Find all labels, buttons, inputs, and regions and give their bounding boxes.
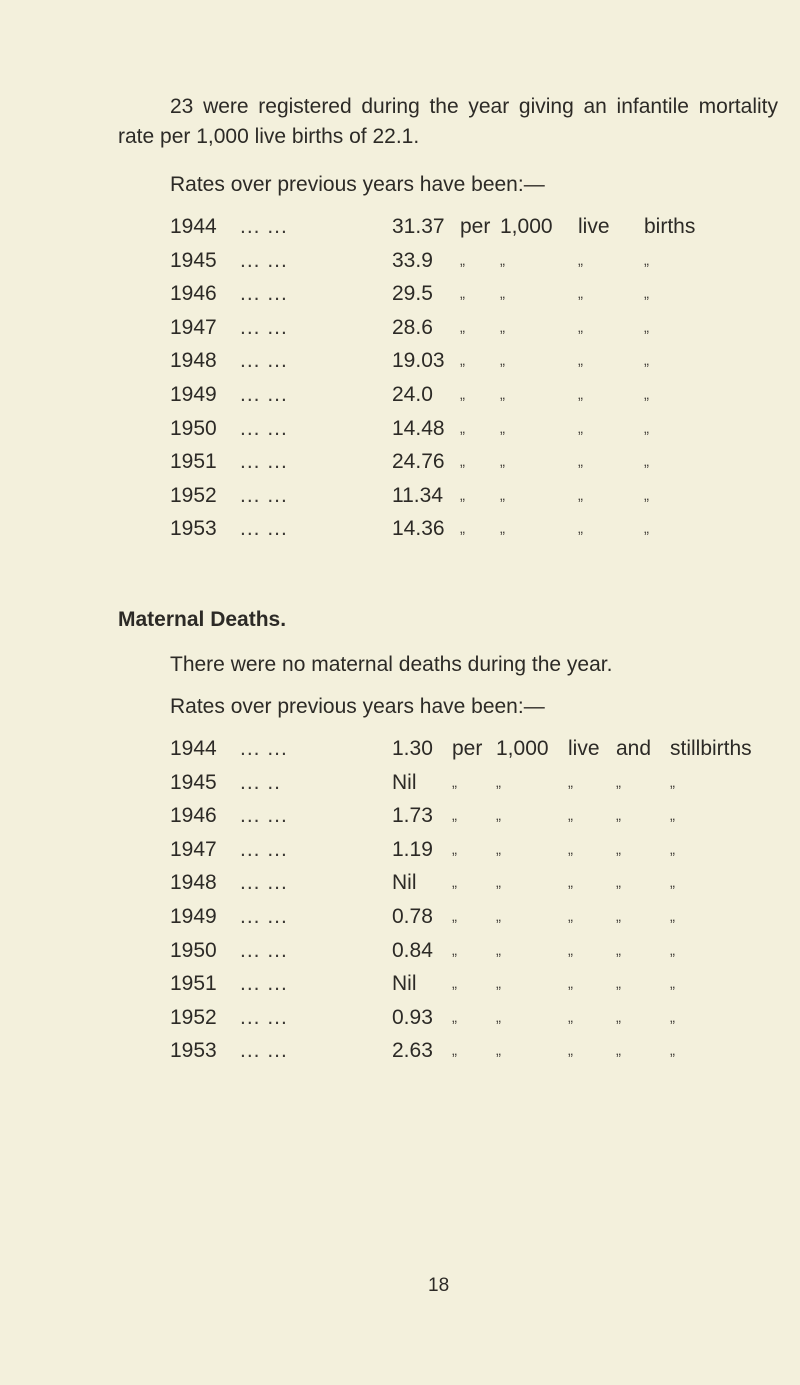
infant-leader-dots: ... ... (240, 383, 288, 406)
maternal-rate-value: 1.30 (392, 737, 433, 760)
infant-rate-value: 29.5 (392, 282, 433, 306)
infant-year: 1953 (170, 517, 217, 541)
infant-ditto-mark: „ (644, 352, 649, 370)
infant-ditto-mark: „ (578, 285, 583, 303)
maternal-row (170, 902, 790, 932)
maternal-ditto-mark: „ (452, 908, 457, 925)
maternal-row (170, 868, 790, 898)
maternal-ditto-mark: „ (670, 840, 675, 858)
maternal-row (170, 1003, 790, 1033)
maternal-leader-dots: ... ... (240, 1039, 288, 1063)
infant-rate-value: 19.03 (392, 349, 445, 373)
maternal-rate-value: 0.84 (392, 938, 433, 962)
infant-leader-dots: ... ... (240, 517, 288, 541)
maternal-year: 1950 (170, 938, 217, 962)
maternal-ditto-mark: „ (670, 773, 675, 791)
maternal-ditto-mark: „ (496, 975, 501, 993)
maternal-ditto-mark: „ (452, 840, 457, 858)
maternal-ditto-mark: „ (670, 975, 675, 993)
maternal-ditto-mark: „ (452, 807, 457, 825)
maternal-deaths-heading: Maternal Deaths. (118, 608, 287, 631)
maternal-ditto-mark: „ (616, 840, 621, 858)
maternal-ditto-mark: „ (496, 807, 501, 825)
infant-ditto-mark: „ (644, 285, 649, 303)
infant-ditto-mark: „ (500, 453, 505, 471)
infant-ditto-mark: „ (460, 419, 465, 437)
maternal-row (170, 801, 790, 831)
maternal-unit-word: per (452, 737, 483, 760)
infant-ditto-mark: „ (500, 352, 505, 370)
infant-year: 1949 (170, 383, 217, 406)
maternal-ditto-mark: „ (496, 908, 501, 925)
maternal-ditto-mark: „ (670, 807, 675, 825)
maternal-leader-dots: ... ... (240, 804, 288, 828)
infant-ditto-mark: „ (500, 318, 505, 336)
maternal-ditto-mark: „ (452, 773, 457, 791)
maternal-ditto-mark: „ (670, 1008, 675, 1026)
infant-ditto-mark: „ (644, 486, 649, 504)
maternal-ditto-mark: „ (568, 874, 573, 892)
maternal-ditto-mark: „ (616, 773, 621, 791)
infant-row (170, 346, 790, 376)
infant-ditto-mark: „ (460, 486, 465, 504)
maternal-rate-value: Nil (392, 972, 417, 996)
maternal-ditto-mark: „ (452, 1042, 457, 1060)
infant-ditto-mark: „ (460, 318, 465, 336)
maternal-rates-intro: Rates over previous years have been:— (170, 695, 545, 718)
infant-ditto-mark: „ (500, 419, 505, 437)
infant-ditto-mark: „ (460, 285, 465, 303)
maternal-ditto-mark: „ (616, 975, 621, 993)
infant-ditto-mark: „ (460, 352, 465, 370)
maternal-ditto-mark: „ (568, 840, 573, 858)
infant-year: 1946 (170, 282, 217, 306)
maternal-year: 1948 (170, 871, 217, 895)
infant-unit-word: per (460, 215, 491, 238)
maternal-ditto-mark: „ (452, 1008, 457, 1026)
maternal-leader-dots: ... ... (240, 972, 288, 996)
maternal-row (170, 1036, 790, 1066)
infant-leader-dots: ... ... (240, 416, 288, 440)
infant-unit-word: 1,000 (500, 215, 553, 238)
maternal-leader-dots: ... ... (240, 1005, 288, 1029)
maternal-ditto-mark: „ (496, 773, 501, 791)
infant-ditto-mark: „ (460, 520, 465, 538)
maternal-ditto-mark: „ (670, 908, 675, 925)
infant-ditto-mark: „ (578, 453, 583, 471)
infant-ditto-mark: „ (578, 386, 583, 403)
infant-ditto-mark: „ (500, 520, 505, 538)
maternal-year: 1945 (170, 770, 217, 794)
infant-ditto-mark: „ (578, 520, 583, 538)
maternal-rate-value: 2.63 (392, 1039, 433, 1063)
maternal-ditto-mark: „ (616, 1008, 621, 1026)
infant-ditto-mark: „ (578, 352, 583, 370)
maternal-row (170, 969, 790, 999)
maternal-year: 1944 (170, 737, 217, 760)
maternal-leader-dots: ... ... (240, 938, 288, 962)
infant-unit-word: live (578, 215, 610, 238)
maternal-leader-dots: ... ... (240, 837, 288, 861)
infant-ditto-mark: „ (500, 285, 505, 303)
infant-ditto-mark: „ (460, 251, 465, 269)
maternal-ditto-mark: „ (452, 874, 457, 892)
maternal-ditto-mark: „ (568, 975, 573, 993)
maternal-year: 1949 (170, 905, 217, 928)
infant-leader-dots: ... ... (240, 282, 288, 306)
maternal-year: 1953 (170, 1039, 217, 1063)
maternal-ditto-mark: „ (496, 941, 501, 959)
infant-ditto-mark: „ (578, 251, 583, 269)
infant-rate-value: 31.37 (392, 215, 445, 238)
maternal-leader-dots: ... ... (240, 905, 288, 928)
infant-ditto-mark: „ (500, 486, 505, 504)
infant-leader-dots: ... ... (240, 450, 288, 474)
page-number: 18 (428, 1275, 450, 1296)
maternal-rate-value: Nil (392, 871, 417, 895)
infant-ditto-mark: „ (460, 453, 465, 471)
maternal-ditto-mark: „ (496, 1008, 501, 1026)
infant-ditto-mark: „ (578, 419, 583, 437)
infant-rate-value: 24.76 (392, 450, 445, 474)
maternal-ditto-mark: „ (452, 975, 457, 993)
maternal-year: 1946 (170, 804, 217, 828)
infant-year: 1945 (170, 248, 217, 272)
maternal-ditto-mark: „ (670, 941, 675, 959)
maternal-ditto-mark: „ (670, 874, 675, 892)
infant-ditto-mark: „ (578, 318, 583, 336)
infant-ditto-mark: „ (644, 419, 649, 437)
infant-ditto-mark: „ (644, 520, 649, 538)
infant-row (170, 447, 790, 477)
infant-leader-dots: ... ... (240, 215, 288, 238)
maternal-leader-dots: ... ... (240, 871, 288, 895)
maternal-ditto-mark: „ (452, 941, 457, 959)
maternal-rate-value: 1.19 (392, 837, 433, 861)
infant-unit-word: births (644, 215, 696, 238)
infant-ditto-mark: „ (500, 386, 505, 403)
infant-leader-dots: ... ... (240, 315, 288, 339)
maternal-unit-word: stillbirths (670, 737, 752, 760)
infant-leader-dots: ... ... (240, 248, 288, 272)
maternal-ditto-mark: „ (568, 807, 573, 825)
infant-row (170, 380, 790, 410)
infant-row (170, 279, 790, 309)
maternal-ditto-mark: „ (616, 1042, 621, 1060)
infant-rates-intro: Rates over previous years have been:— (170, 173, 545, 196)
maternal-row (170, 835, 790, 865)
infant-year: 1947 (170, 315, 217, 339)
maternal-unit-word: and (616, 737, 652, 760)
infant-ditto-mark: „ (644, 453, 649, 471)
infant-ditto-mark: „ (578, 486, 583, 504)
maternal-ditto-mark: „ (568, 908, 573, 925)
maternal-ditto-mark: „ (496, 1042, 501, 1060)
infant-year: 1952 (170, 483, 217, 507)
infant-row (170, 212, 790, 242)
maternal-deaths-text: There were no maternal deaths during the year. (170, 653, 613, 676)
infant-ditto-mark: „ (644, 251, 649, 269)
maternal-unit-word: 1,000 (496, 737, 549, 760)
maternal-rate-value: Nil (392, 770, 417, 794)
infant-year: 1950 (170, 416, 217, 440)
infant-rate-value: 14.48 (392, 416, 445, 440)
infant-ditto-mark: „ (644, 386, 649, 403)
maternal-rate-value: 0.93 (392, 1005, 433, 1029)
infant-rate-value: 24.0 (392, 383, 433, 406)
infant-leader-dots: ... ... (240, 349, 288, 373)
infant-row (170, 481, 790, 511)
maternal-row (170, 936, 790, 966)
infant-rate-value: 11.34 (392, 483, 443, 507)
maternal-leader-dots: ... ... (240, 737, 288, 760)
infant-rate-value: 14.36 (392, 517, 445, 541)
maternal-ditto-mark: „ (568, 941, 573, 959)
maternal-year: 1952 (170, 1005, 217, 1029)
maternal-ditto-mark: „ (616, 874, 621, 892)
infant-year: 1948 (170, 349, 217, 373)
infant-rate-value: 28.6 (392, 315, 433, 339)
infant-ditto-mark: „ (460, 386, 465, 403)
maternal-ditto-mark: „ (568, 773, 573, 791)
maternal-rate-value: 1.73 (392, 804, 433, 828)
infant-row (170, 246, 790, 276)
maternal-rate-value: 0.78 (392, 905, 433, 928)
maternal-ditto-mark: „ (496, 840, 501, 858)
infant-ditto-mark: „ (500, 251, 505, 269)
intro-paragraph: 23 were registered during the year giving an infantile mortality rate per 1,000 live births of 22.1. (118, 95, 778, 148)
infant-row (170, 514, 790, 544)
maternal-ditto-mark: „ (496, 874, 501, 892)
maternal-ditto-mark: „ (670, 1042, 675, 1060)
maternal-year: 1951 (170, 972, 217, 996)
maternal-unit-word: live (568, 737, 600, 760)
infant-year: 1944 (170, 215, 217, 238)
maternal-year: 1947 (170, 837, 217, 861)
maternal-leader-dots: ... .. (240, 770, 282, 794)
infant-ditto-mark: „ (644, 318, 649, 336)
infant-row (170, 313, 790, 343)
maternal-ditto-mark: „ (616, 941, 621, 959)
infant-leader-dots: ... ... (240, 483, 288, 507)
infant-rate-value: 33.9 (392, 248, 433, 272)
maternal-ditto-mark: „ (616, 807, 621, 825)
maternal-ditto-mark: „ (616, 908, 621, 925)
maternal-row (170, 734, 790, 764)
infant-year: 1951 (170, 450, 217, 474)
maternal-row (170, 768, 790, 798)
maternal-ditto-mark: „ (568, 1008, 573, 1026)
maternal-ditto-mark: „ (568, 1042, 573, 1060)
infant-row (170, 414, 790, 444)
